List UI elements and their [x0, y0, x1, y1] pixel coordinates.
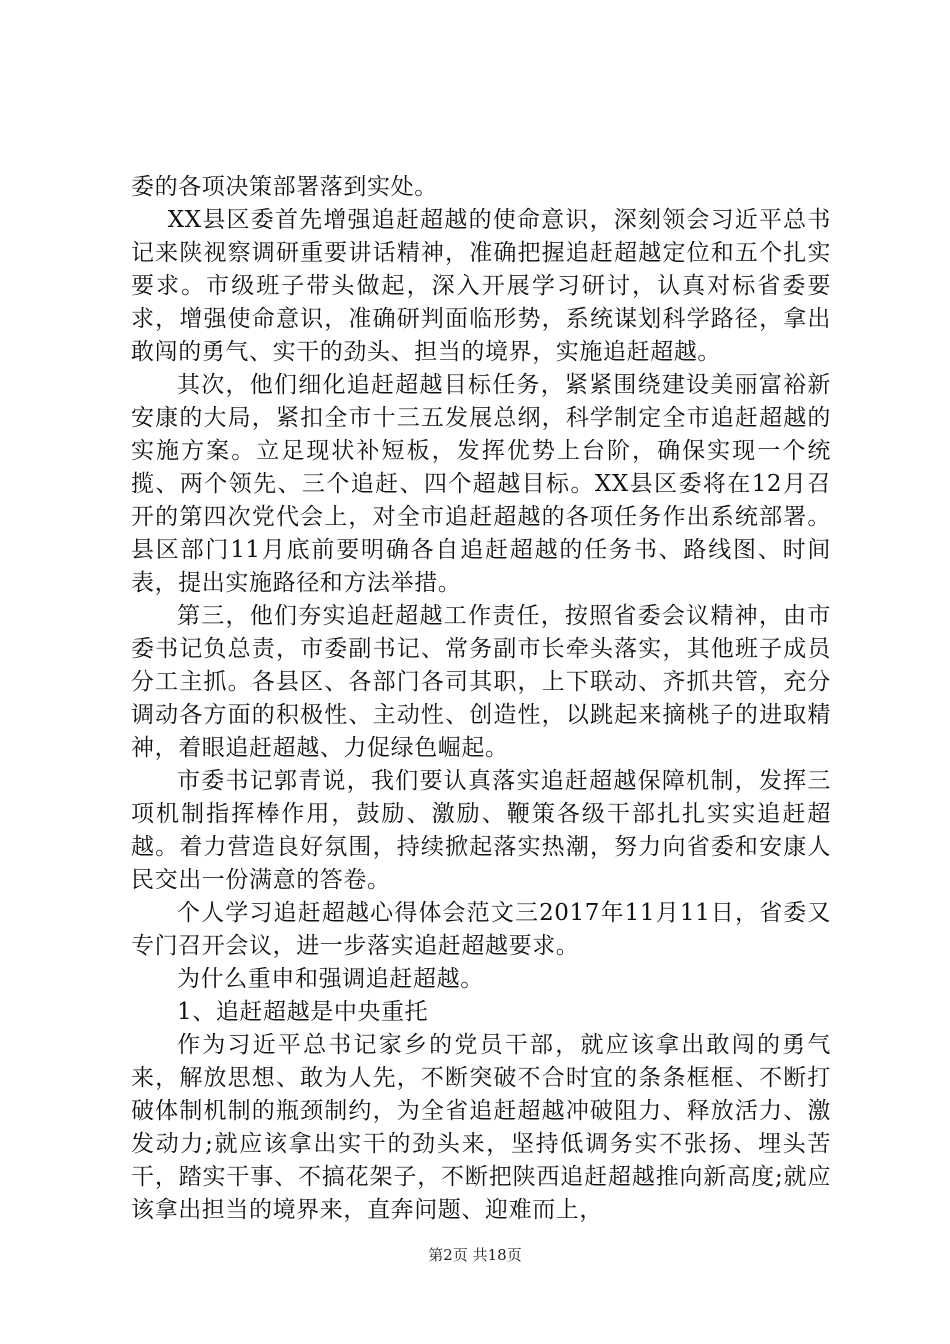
- paragraph-secretary-speech: 市委书记郭青说，我们要认真落实追赶超越保障机制，发挥三项机制指挥棒作用，鼓励、激励、鞭策各级干部扎扎实实追赶超越。着力营造良好氛围，持续掀起落实热潮，努力向省委和安康人民交出一份满意的答卷。: [131, 768, 831, 893]
- paragraph-sample-three: 个人学习追赶超越心得体会范文三2017年11月11日，省委又专门召开会议，进一步落实追赶超越要求。: [131, 900, 831, 959]
- paragraph-question: 为什么重申和强调追赶超越。: [177, 966, 484, 992]
- paragraph-responsibility: 第三，他们夯实追赶超越工作责任，按照省委会议精神，由市委书记负总责，市委副书记、常务副市长牵头落实，其他班子成员分工主抓。各县区、各部门各司其职，上下联动、齐抓共管，充分调动各方面的积极性、主动性、创造性，以跳起来摘桃子的进取精神，着眼追赶超越、力促绿色崛起。: [131, 603, 831, 761]
- document-body: [131, 171, 831, 1227]
- paragraph-party-members: 作为习近平总书记家乡的党员干部，就应该拿出敢闯的勇气来，解放思想、敢为人先，不断突破不合时宜的条条框框、不断打破体制机制的瓶颈制约，为全省追赶超越冲破阻力、释放活力、激发动力;就应该拿出实干的劲头来，坚持低调务实不张扬、埋头苦干，踏实干事、不搞花架子，不断把陕西追赶超越推向新高度;就应该拿出担当的境界来，直奔问题、迎难而上，: [131, 1032, 831, 1223]
- paragraph-heading-1: 1、追赶超越是中央重托: [177, 999, 429, 1025]
- page-number-footer: 第2页 共18页: [428, 1246, 522, 1264]
- paragraph-continuation: 委的各项决策部署落到实处。: [131, 174, 438, 200]
- paragraph-mission-awareness: XX县区委首先增强追赶超越的使命意识，深刻领会习近平总书记来陕视察调研重要讲话精神，准确把握追赶超越定位和五个扎实要求。市级班子带头做起，深入开展学习研讨，认真对标省委要求，增强使命意识，准确研判面临形势，系统谋划科学路径，拿出敢闯的勇气、实干的劲头、担当的境界，实施追赶超越。: [131, 207, 831, 365]
- paragraph-targets: 其次，他们细化追赶超越目标任务，紧紧围绕建设美丽富裕新安康的大局，紧扣全市十三五发展总纲，科学制定全市追赶超越的实施方案。立足现状补短板，发挥优势上台阶，确保实现一个统揽、两个领先、三个追赶、四个超越目标。XX县区委将在12月召开的第四次党代会上，对全市追赶超越的各项任务作出系统部署。县区部门11月底前要明确各自追赶超越的任务书、路线图、时间表，提出实施路径和方法举措。: [131, 372, 831, 596]
